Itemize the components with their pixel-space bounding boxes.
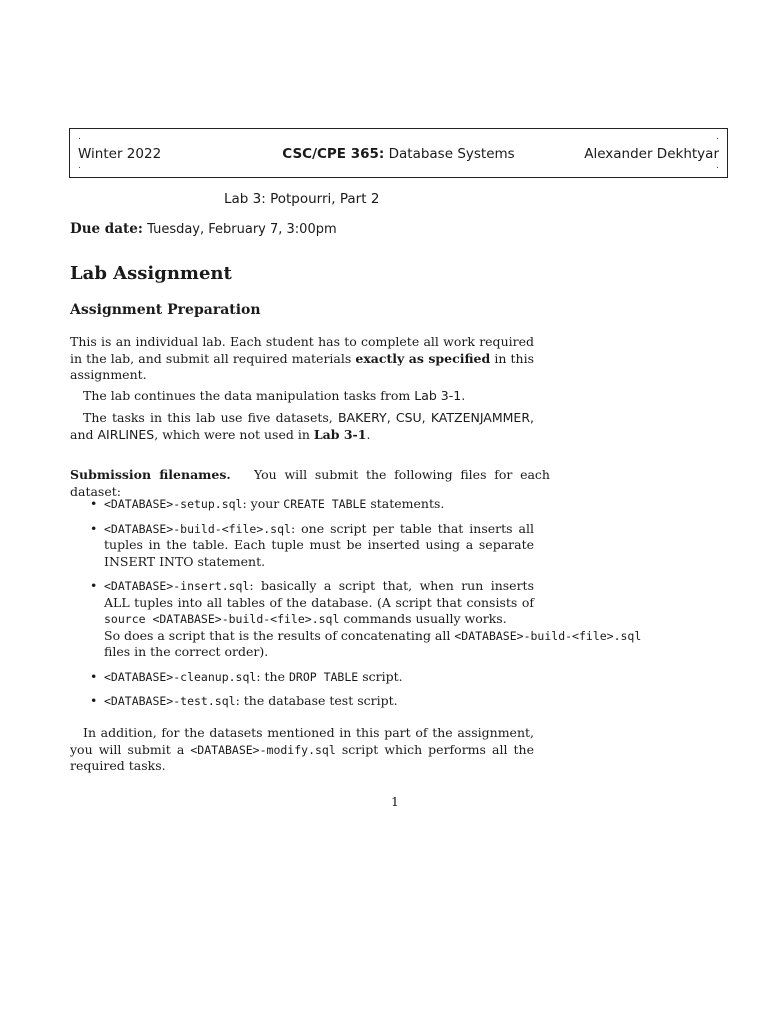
instructor: Alexander Dekhtyar — [584, 146, 719, 162]
corner-mark: . — [716, 132, 719, 142]
submission-label: Submission filenames. — [70, 467, 231, 482]
list-item: • <DATABASE>-build-<file>.sql: one script per table that inserts all tuples in the table. Each tuple must be inserted using a separate INSERT INTO statement. — [90, 520, 534, 569]
list-item: • <DATABASE>-setup.sql: your CREATE TABLE statements. — [90, 496, 445, 511]
prep-paragraph-2: The lab continues the data manipulation tasks from Lab 3-1. — [83, 388, 466, 403]
submission-file-list — [70, 496, 642, 718]
corner-mark: . — [78, 132, 81, 142]
due-date-value: Tuesday, February 7, 3:00pm — [147, 222, 337, 237]
emphasis-text: exactly as specified — [355, 350, 491, 366]
course-code: CSC/CPE 365: — [282, 146, 385, 162]
lab-ref: Lab 3-1 — [313, 426, 367, 442]
page-number: 1 — [391, 794, 399, 809]
closing-paragraph: In addition, for the datasets mentioned in this part of the assignment, you will submit a <DATABASE>-modify.sql script which performs all the required tasks. — [70, 725, 534, 773]
prep-paragraph-3: The tasks in this lab use five datasets, BAKERY, CSU, KATZENJAMMER, and AIRLINES, which were not used in Lab 3-1. — [70, 410, 534, 442]
due-date — [70, 221, 337, 237]
corner-mark: . — [716, 161, 719, 171]
lab-title: Lab 3: Potpourri, Part 2 — [224, 191, 380, 207]
term: Winter 2022 — [78, 146, 162, 162]
list-item: • <DATABASE>-test.sql: the database test script. — [90, 693, 398, 708]
course-name: Database Systems — [388, 146, 515, 162]
submission-intro: Submission filenames. You will submit the following files for each dataset: — [70, 467, 550, 499]
corner-mark: . — [78, 161, 81, 171]
prep-paragraph-1: This is an individual lab. Each student has to complete all work required in the lab, and submit all required materials exactly as specified in this assignment. — [70, 334, 534, 382]
list-item: • <DATABASE>-insert.sql: basically a script that, when run inserts ALL tuples into all tables of the database. (A script that consists of source <DATABASE>-build-<file>.sql commands usually works. So does a script that is the results of concatenating all <DATABASE>-build-<file>.sql files in the correct order). — [90, 578, 642, 659]
lab-ref: Lab 3-1 — [414, 388, 462, 403]
dataset-names: BAKERY, CSU, KATZENJAMMER, — [337, 410, 534, 425]
section-title: Lab Assignment — [70, 263, 232, 284]
due-date-label: Due date: — [70, 221, 143, 237]
course-header-box — [69, 128, 728, 178]
subsection-title: Assignment Preparation — [70, 302, 261, 318]
dataset-name: AIRLINES — [97, 426, 155, 442]
list-item: • <DATABASE>-cleanup.sql: the DROP TABLE script. — [90, 668, 403, 684]
